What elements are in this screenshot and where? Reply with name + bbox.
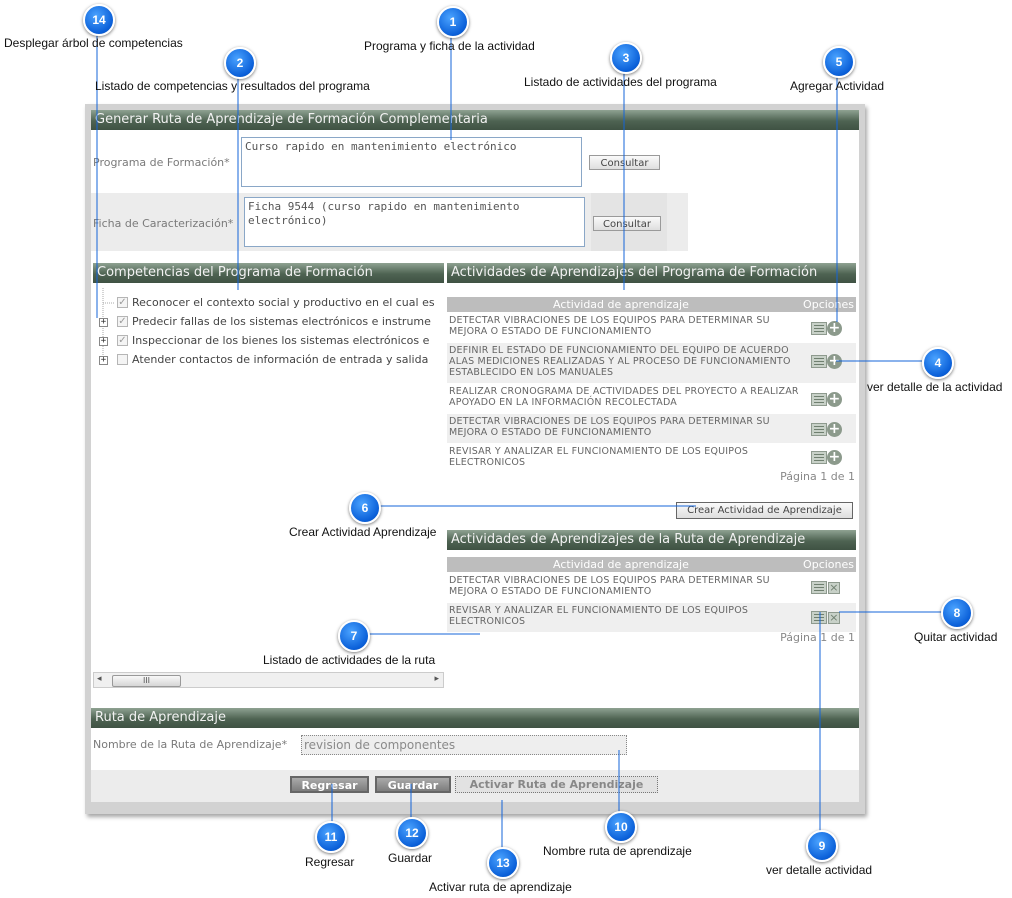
competencia-label: Predecir fallas de los sistemas electrónicos e instrume: [132, 315, 431, 328]
col-opciones: Opciones: [803, 298, 854, 311]
callout-7-label: Listado de actividades de la ruta: [263, 653, 436, 667]
callout-14-label: Desplegar árbol de competencias: [4, 36, 183, 50]
callout-1: 1: [437, 6, 469, 38]
scroll-left-icon[interactable]: ◂: [97, 674, 102, 684]
ficha-label: Ficha de Caracterización*: [93, 217, 234, 230]
actividad-text: DETECTAR VIBRACIONES DE LOS EQUIPOS PARA DETERMINAR SU MEJORA O ESTADO DE FUNCIONAMIENTO: [449, 575, 770, 597]
competencia-checkbox[interactable]: ✓: [118, 335, 127, 346]
add-activity-icon[interactable]: +: [828, 421, 841, 437]
callout-5: 5: [823, 46, 855, 78]
callout-6-label: Crear Actividad Aprendizaje: [289, 525, 437, 539]
scroll-right-icon[interactable]: ▸: [434, 674, 439, 684]
col-opciones: Opciones: [803, 558, 854, 571]
callout-7: 7: [338, 620, 370, 652]
actividad-text: REVISAR Y ANALIZAR EL FUNCIONAMIENTO DE LOS EQUIPOS ELECTRONICOS: [449, 605, 749, 627]
callout-13-label: Activar ruta de aprendizaje: [429, 880, 572, 894]
callout-2: 2: [224, 47, 256, 79]
callout-8-label: Quitar actividad: [914, 630, 998, 644]
regresar-button[interactable]: Regresar: [290, 776, 369, 793]
callout-3: 3: [610, 42, 642, 74]
callout-5-label: Agregar Actividad: [790, 79, 885, 93]
window-title: Generar Ruta de Aprendizaje de Formación Complementaria: [91, 110, 859, 130]
guardar-button[interactable]: Guardar: [375, 776, 451, 793]
callout-12-label: Guardar: [388, 851, 433, 865]
expand-icon[interactable]: +: [100, 317, 107, 327]
consultar-ficha-button[interactable]: Consultar: [593, 216, 661, 231]
callout-4: 4: [922, 347, 954, 379]
callout-9: 9: [806, 830, 838, 862]
pagination-programa: Página 1 de 1: [780, 470, 855, 483]
actividad-text: DEFINIR EL ESTADO DE FUNCIONAMIENTO DEL EQUIPO DE ACUERDO ALAS MEDICIONES REALIZADAS Y AL PROCESO DE FUNCIONAMIENTO ESTABLECIDO EN LOS MANUALES: [449, 345, 791, 378]
callout-6: 6: [349, 492, 381, 524]
remove-activity-icon[interactable]: ×: [829, 581, 839, 594]
actividad-text: DETECTAR VIBRACIONES DE LOS EQUIPOS PARA DETERMINAR SU MEJORA O ESTADO DE FUNCIONAMIENTO: [449, 315, 770, 337]
callout-2-label: Listado de competencias y resultados del programa: [95, 79, 370, 93]
competencia-label: Inspeccionar de los bienes los sistemas electrónicos e: [132, 334, 430, 347]
callout-8: 8: [941, 597, 973, 629]
add-activity-icon[interactable]: +: [828, 391, 841, 407]
competencia-checkbox[interactable]: ✓: [118, 316, 127, 327]
add-activity-icon[interactable]: +: [828, 320, 841, 336]
actividad-text: DETECTAR VIBRACIONES DE LOS EQUIPOS PARA DETERMINAR SU MEJORA O ESTADO DE FUNCIONAMIENTO: [449, 416, 770, 438]
consultar-programa-button[interactable]: Consultar: [589, 155, 660, 170]
pagination-ruta: Página 1 de 1: [780, 631, 855, 644]
nombre-ruta-input[interactable]: revision de componentes: [301, 735, 627, 755]
callout-10: 10: [605, 811, 637, 843]
callout-4-label: ver detalle de la actividad: [867, 380, 1003, 394]
callout-11-label: Regresar: [305, 855, 355, 869]
callout-14: 14: [83, 4, 115, 36]
remove-activity-icon[interactable]: ×: [829, 611, 839, 624]
competencia-label: Atender contactos de información de entrada y salida: [132, 353, 429, 366]
crear-actividad-button[interactable]: Crear Actividad de Aprendizaje: [676, 502, 853, 519]
competencias-header: Competencias del Programa de Formación: [93, 263, 444, 283]
competencia-label: Reconocer el contexto social y productivo en el cual es: [132, 296, 435, 309]
expand-icon[interactable]: +: [100, 336, 107, 346]
expand-icon[interactable]: +: [100, 355, 107, 365]
ficha-field[interactable]: Ficha 9544 (curso rapido en mantenimiento electrónico): [244, 197, 585, 247]
programa-field[interactable]: Curso rapido en mantenimiento electrónico: [241, 137, 582, 187]
actividades-programa-header: Actividades de Aprendizajes del Programa de Formación: [447, 263, 856, 283]
col-actividad: Actividad de aprendizaje: [553, 298, 689, 311]
add-activity-icon[interactable]: +: [828, 353, 841, 369]
ruta-header: Ruta de Aprendizaje: [91, 708, 859, 728]
activar-ruta-button[interactable]: Activar Ruta de Aprendizaje: [455, 776, 658, 793]
actividades-ruta-header: Actividades de Aprendizajes de la Ruta de Aprendizaje: [447, 530, 856, 550]
callout-11: 11: [315, 821, 347, 853]
competencia-checkbox[interactable]: ✓: [118, 297, 127, 308]
scroll-thumb[interactable]: III: [112, 675, 181, 687]
callout-13: 13: [487, 847, 519, 879]
callout-9-label: ver detalle actividad: [766, 863, 873, 877]
actividad-text: REALIZAR CRONOGRAMA DE ACTIVIDADES DEL PROYECTO A REALIZAR APOYADO EN LA INFORMACIÓN RECOLECTADA: [449, 386, 799, 408]
callout-10-label: Nombre ruta de aprendizaje: [543, 844, 692, 858]
callout-1-label: Programa y ficha de la actividad: [364, 39, 535, 53]
nombre-ruta-label: Nombre de la Ruta de Aprendizaje*: [93, 738, 288, 751]
actividad-text: REVISAR Y ANALIZAR EL FUNCIONAMIENTO DE LOS EQUIPOS ELECTRONICOS: [449, 446, 749, 468]
callout-12: 12: [396, 817, 428, 849]
add-activity-icon[interactable]: +: [828, 449, 841, 465]
col-actividad: Actividad de aprendizaje: [553, 558, 689, 571]
callout-3-label: Listado de actividades del programa: [524, 75, 717, 89]
programa-label: Programa de Formación*: [93, 156, 230, 169]
